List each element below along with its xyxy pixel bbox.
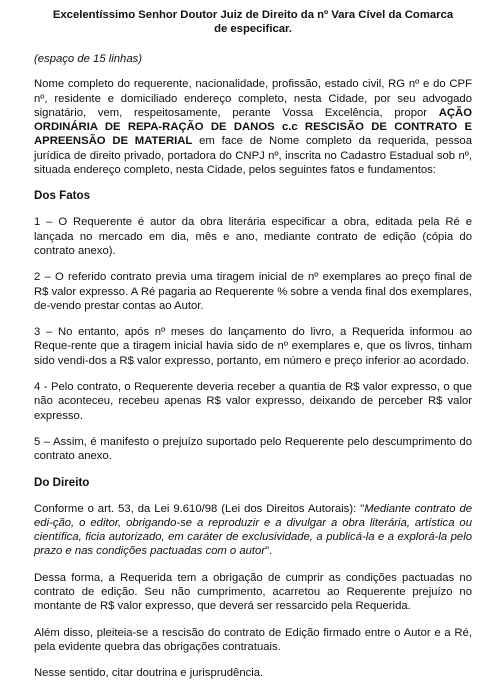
space-note: (espaço de 15 linhas) — [34, 53, 143, 65]
law-paragraph-2: Dessa forma, a Requerida tem a obrigação de cumprir as condições pactuadas no contrato de edição. Seu não cumprimento, acarretou ao Requerente prejuízo no montante de R$ valor expresso, que deverá ser ressarcido pela Requerida. — [34, 571, 472, 613]
law-quote: Mediante contrato de edi-ção, o editor, obrigando-se a reproduzir e a divulgar a obra literária, artística ou científica, ficia autorizado, em caráter de exclusividade, a publicá-la e a explorá-la pelo prazo e nas condições pactuadas com o autor — [34, 502, 473, 558]
title-line-2: de especificar. — [214, 23, 292, 35]
intro-paragraph — [34, 77, 472, 177]
facts-heading: Dos Fatos — [34, 189, 91, 203]
fact-item-5: 5 – Assim, é manifesto o prejuízo suportado pelo Requerente pelo descumprimento do contrato anexo. — [34, 435, 472, 463]
fact-item-3: 3 – No entanto, após nº meses do lançamento do livro, a Requerida informou ao Reque-rente que a tiragem inicial havia sido de nº exemplares e, que os livros, tinham sido vendi-dos a R$ valor expresso, portanto, em número e preço inferior ao acordado. — [34, 326, 472, 367]
law-paragraph-4: Nesse sentido, citar doutrina e jurisprudência. — [34, 667, 264, 680]
fact-item-4: 4 - Pelo contrato, o Requerente deveria receber a quantia de R$ valor expresso, o que não aconteceu, recebeu apenas R$ valor expresso, deixando de perceber R$ valor expresso. — [34, 381, 472, 422]
fact-item-1: 1 – O Requerente é autor da obra literária especificar a obra, editada pela Ré e lançada no mercado em dia, mês e ano, mediante contrato de edição (cópia do contrato anexo). — [34, 216, 472, 257]
law-paragraph-3: Além disso, pleiteia-se a rescisão do contrato de Edição firmado entre o Autor e a Ré, pela evidente quebra das obrigações contratuais. — [34, 626, 472, 653]
law-p1-before: Conforme o art. 53, da Lei 9.610/98 (Lei dos Direitos Autorais): " — [34, 502, 365, 515]
fact-item-2: 2 – O referido contrato previa uma tiragem inicial de nº exemplares ao preço final de R$ valor expresso. A Ré pagaria ao Requerente % sobre a venda final dos exemplares, de-vendo prestar contas ao Autor. — [34, 271, 472, 312]
title-line-1: Excelentíssimo Senhor Doutor Juiz de Direito da nº Vara Cível da Comarca — [52, 9, 454, 21]
law-heading: Do Direito — [34, 475, 90, 489]
law-paragraph-1 — [34, 502, 472, 559]
document-title — [34, 8, 472, 36]
intro-text-before: Nome completo do requerente, nacionalidade, profissão, estado civil, RG nº e do CPF nº, residente e domiciliado endereço completo, nesta Cidade, por seu advogado signatário, vem, respeitosamente, perante Vossa Excelência, propor — [34, 78, 472, 119]
law-p1-after: ". — [265, 545, 273, 558]
intro-text-after: em face de Nome completo da requerida, pessoa jurídica de direito privado, portadora do CNPJ nº, inscrita no Cadastro Estadual sob nº, situada endereço completo, nesta Cidade, pelos seguintes fatos e fundamentos: — [34, 135, 472, 177]
action-title: AÇÃO ORDINÁRIA DE REPA-RAÇÃO DE DANOS c.c RESCISÃO DE CONTRATO E APREENSÃO DE MATERIAL — [34, 106, 472, 148]
